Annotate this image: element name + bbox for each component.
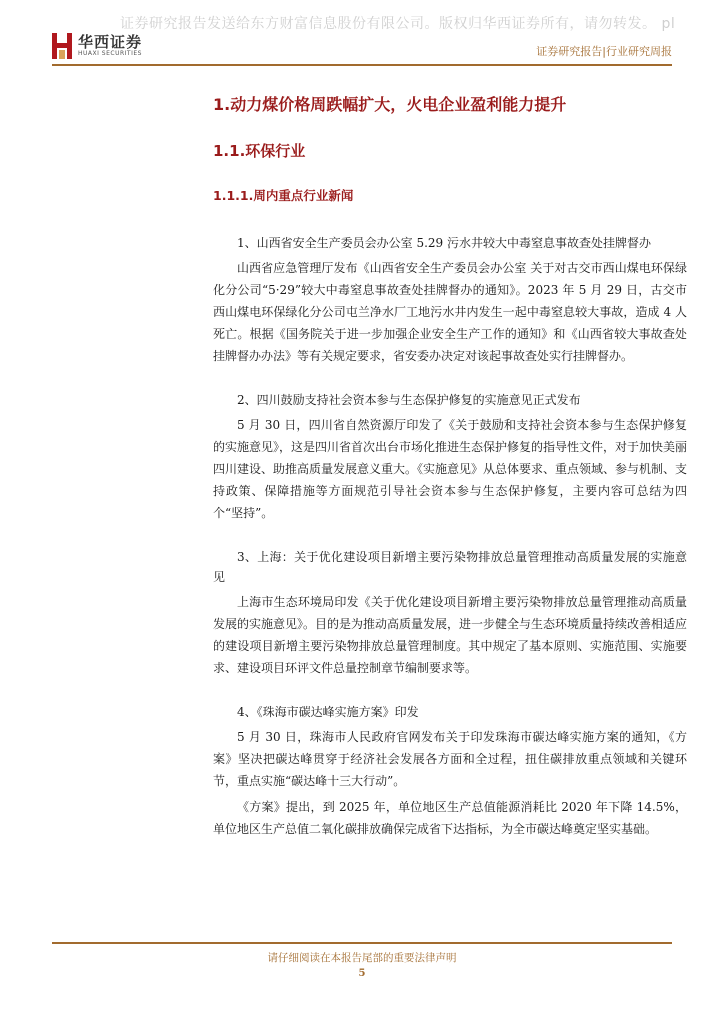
logo-en-text: HUAXI SECURITIES: [78, 50, 142, 57]
page-number: 5: [358, 968, 366, 979]
report-type-label: 证券研究报告|行业研究周报: [536, 45, 672, 58]
news-paragraph: 山西省应急管理厅发布《山西省安全生产委员会办公室 关于对古交市西山煤电环保绿化分公司“5·29”较大中毒窒息事故查处挂牌督办的通知》。2023 年 5 月 29 日，古交市西山煤电环保绿化分公司屯兰净水厂工地污水井内发生一起中毒窒息较大事故，造成 4 人死亡。根据《国务院关于进一步加强企业安全生产工作的通知》和《山西省较大事故查处挂牌督办办法》等有关规定要求，省安委办决定对该起事故查处实行挂牌督办。: [213, 261, 687, 363]
footer-divider: [52, 942, 672, 944]
news-title: 2、四川鼓励支持社会资本参与生态保护修复的实施意见正式发布: [237, 393, 581, 407]
section-heading-1-1: 1.1.环保行业: [213, 142, 306, 160]
company-logo: [52, 33, 142, 59]
huaxi-logo-icon: [52, 33, 72, 59]
legal-disclaimer-note: 请仔细阅读在本报告尾部的重要法律声明: [267, 952, 457, 964]
main-content: [213, 92, 687, 840]
logo-cn-text: 华西证券: [78, 33, 143, 51]
header-divider: [52, 64, 672, 66]
news-item-3: [213, 547, 687, 679]
news-paragraph: 5 月 30 日，珠海市人民政府官网发布关于印发珠海市碳达峰实施方案的通知，《方案》坚决把碳达峰贯穿于经济社会发展各方面和全过程，扭住碳排放重点领域和关键环节，重点实施“碳达峰十三大行动”。: [213, 730, 687, 788]
news-paragraph: 上海市生态环境局印发《关于优化建设项目新增主要污染物排放总量管理推动高质量发展的实施意见》。目的是为推动高质量发展，进一步健全与生态环境质量持续改善相适应的建设项目新增主要污染物排放总量管理制度。其中规定了基本原则、实施范围、实施要求、建设项目环评文件总量控制章节编制要求等。: [213, 595, 688, 675]
section-heading-1-1-1: 1.1.1.周内重点行业新闻: [213, 188, 354, 203]
news-title: 4、《珠海市碳达峰实施方案》印发: [237, 705, 419, 719]
news-paragraph: 《方案》提出，到 2025 年，单位地区生产总值能源消耗比 2020 年下降 14.5%，单位地区生产总值二氧化碳排放确保完成省下达指标，为全市碳达峰奠定坚实基础。: [213, 800, 687, 836]
news-item-2: [213, 390, 687, 524]
news-paragraph: 5 月 30 日，四川省自然资源厅印发了《关于鼓励和支持社会资本参与生态保护修复的实施意见》，这是四川省首次出台市场化推进生态保护修复的指导性文件，对于加快美丽四川建设、助推高质量发展意义重大。《实施意见》从总体要求、重点领域、参与机制、支持政策、保障措施等方面规范引导社会资本参与生态保护修复，主要内容可总结为四个“坚持”。: [213, 418, 688, 520]
news-item-4: [213, 702, 687, 840]
section-heading-1: 1.动力煤价格周跌幅扩大，火电企业盈利能力提升: [213, 95, 567, 114]
watermark: 证券研究报告发送给东方财富信息股份有限公司。版权归华西证券所有，请勿转发。 pl: [120, 16, 676, 32]
news-title: 1、山西省安全生产委员会办公室 5.29 污水井较大中毒窒息事故查处挂牌督办: [237, 236, 651, 250]
news-title: 3、上海：关于优化建设项目新增主要污染物排放总量管理推动高质量发展的实施意见: [213, 550, 687, 584]
news-item-1: [213, 233, 687, 367]
